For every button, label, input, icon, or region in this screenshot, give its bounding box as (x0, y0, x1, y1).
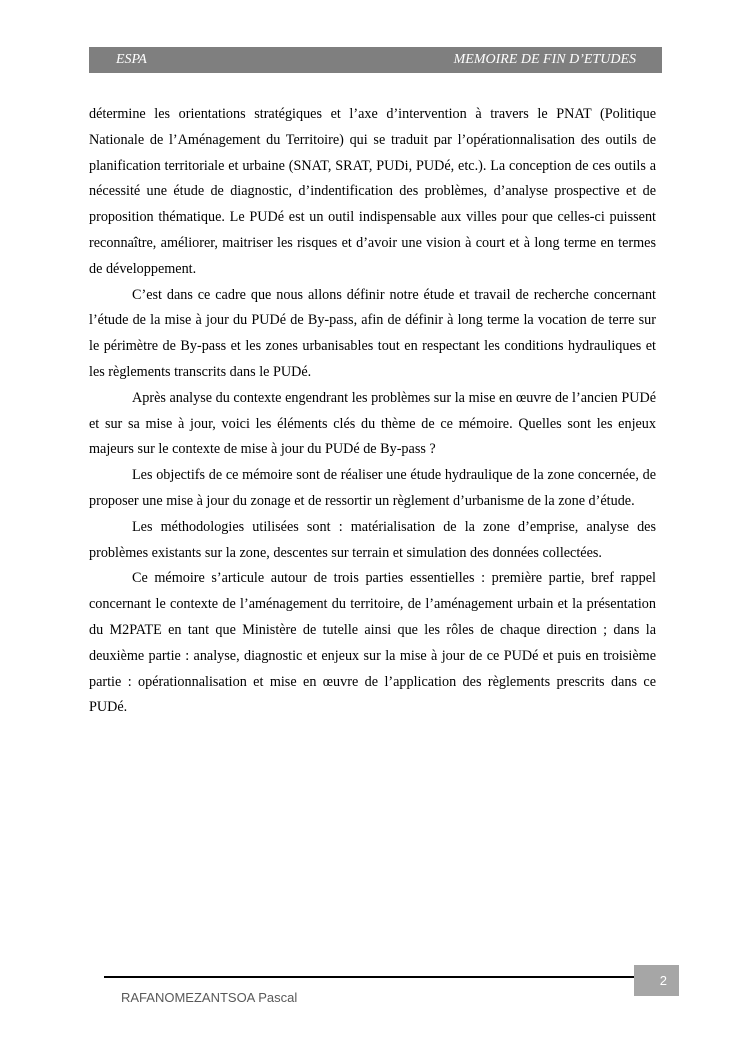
footer-divider (104, 976, 634, 978)
body-text (89, 102, 656, 721)
paragraph-1: détermine les orientations stratégiques et l’axe d’intervention à travers le PNAT (Politique Nationale de l’Aménagement du Territoire) qui se traduit par l’opérationnalisation des outils de planification territoriale et urbaine (SNAT, SRAT, PUDi, PUDé, etc.). La conception de ces outils a nécessité une étude de diagnostic, d’indentification des problèmes, d’analyse prospective et de proposition thématique. Le PUDé est un outil indispensable aux villes pour que celles-ci puissent reconnaître, améliorer, maitriser les risques et d’avoir une vision à court et à long terme en termes de développement. (89, 106, 656, 277)
paragraph-4: Les objectifs de ce mémoire sont de réaliser une étude hydraulique de la zone concernée, de proposer une mise à jour du zonage et de ressortir un règlement d’urbanisme de la zone d’étude. (89, 467, 656, 509)
paragraph-3: Après analyse du contexte engendrant les problèmes sur la mise en œuvre de l’ancien PUDé et sur sa mise à jour, voici les éléments clés du thème de ce mémoire. Quelles sont les enjeux majeurs sur le contexte de mise à jour du PUDé de By-pass ? (89, 389, 656, 458)
paragraph-2: C’est dans ce cadre que nous allons définir notre étude et travail de recherche concernant l’étude de la mise à jour du PUDé de By-pass, afin de définir à long terme la vocation de terre sur le périmètre de By-pass et les zones urbanisables tout en respectant les conditions hydrauliques et les règlements transcrits dans le PUDé. (89, 286, 656, 380)
header-institution: ESPA (116, 52, 147, 67)
paragraph-6: Ce mémoire s’articule autour de trois parties essentielles : première partie, bref rappel concernant le contexte de l’aménagement du territoire, de l’aménagement urbain et la présentation du M2PATE en tant que Ministère de tutelle ainsi que les rôles de chaque direction ; dans la deuxième partie : analyse, diagnostic et enjeux sur la mise à jour de ce PUDé et puis en troisième partie : opérationnalisation et mise en œuvre de l’application des règlements prescrits dans ce PUDé. (89, 570, 656, 716)
header-document-title: MEMOIRE DE FIN D’ETUDES (453, 52, 636, 67)
page-header (89, 47, 662, 73)
page-number: 2 (634, 965, 679, 996)
paragraph-5: Les méthodologies utilisées sont : matérialisation de la zone d’emprise, analyse des problèmes existants sur la zone, descentes sur terrain et simulation des données collectées. (89, 518, 656, 561)
footer-author: RAFANOMEZANTSOA Pascal (121, 990, 298, 1005)
